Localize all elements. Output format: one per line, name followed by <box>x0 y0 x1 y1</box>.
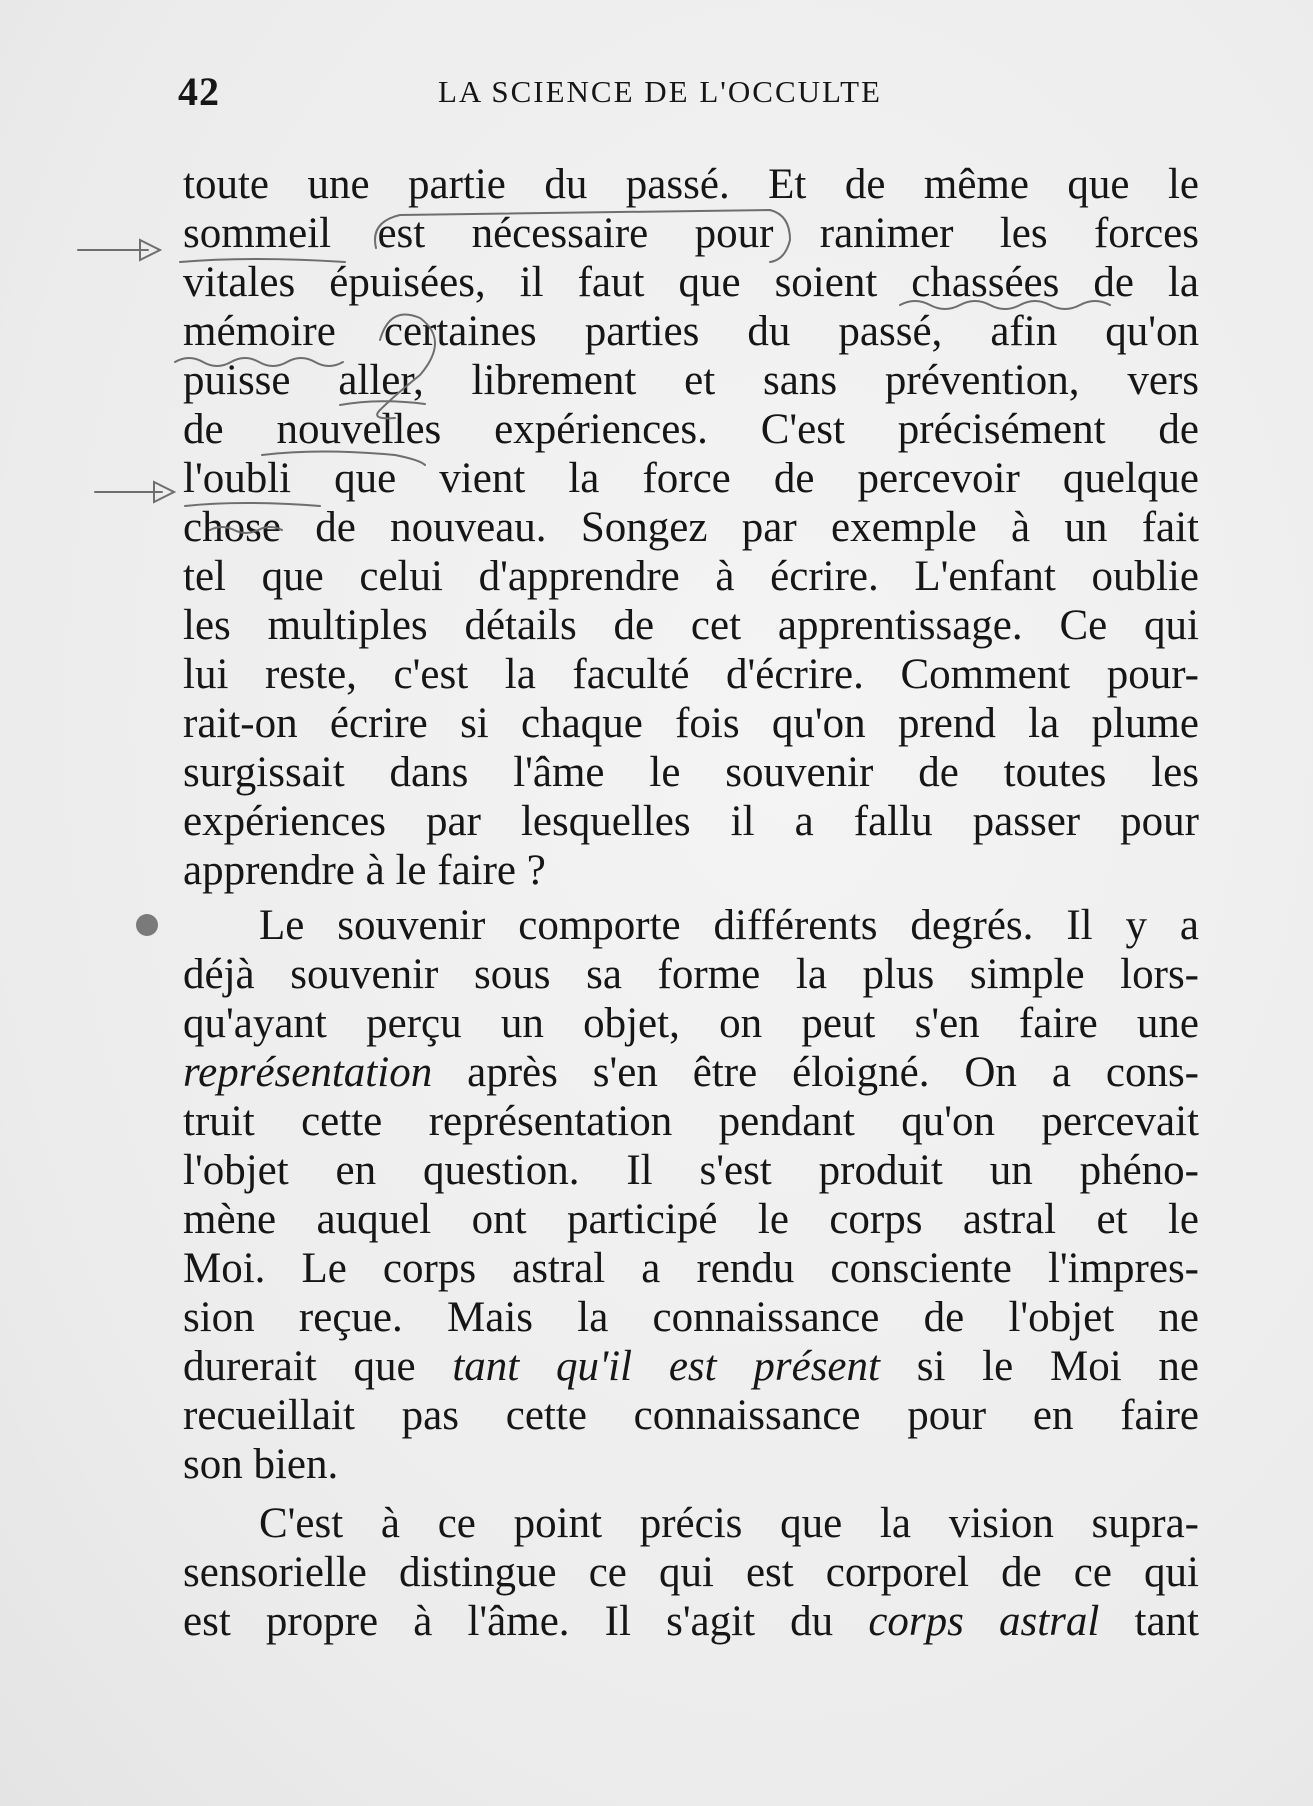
page-header <box>178 68 1218 118</box>
text-line: Moi. Le corps astral a rendu consciente l'impres- <box>183 1245 1199 1292</box>
text-line: son bien. <box>183 1441 339 1488</box>
text-line: C'est à ce point précis que la vision supra- <box>259 1500 1199 1547</box>
text-span: si le Moi ne <box>879 1343 1200 1390</box>
text-line: mémoire certaines parties du passé, afin qu'on <box>183 308 1199 355</box>
text-span: tant <box>1099 1598 1199 1645</box>
text-line <box>183 1048 1199 1097</box>
text-line: les multiples détails de cet apprentissage. Ce qui <box>183 602 1199 649</box>
text-span: après s'en être éloigné. On a cons- <box>432 1049 1199 1096</box>
text-line: mène auquel ont participé le corps astral et le <box>183 1196 1199 1243</box>
margin-arrowhead-icon <box>140 240 160 260</box>
text-line: apprendre à le faire ? <box>183 847 546 894</box>
text-span: durerait que <box>183 1343 453 1390</box>
text-line <box>183 1597 1199 1646</box>
text-line: déjà souvenir sous sa forme la plus simple lors- <box>183 951 1199 998</box>
text-line: sion reçue. Mais la connaissance de l'objet ne <box>183 1294 1199 1341</box>
paragraph-3 <box>183 1499 1199 1646</box>
body-text <box>183 160 1199 1646</box>
text-line: surgissait dans l'âme le souvenir de toutes les <box>183 749 1199 796</box>
text-line: lui reste, c'est la faculté d'écrire. Comment pour- <box>183 651 1199 698</box>
italic-text: corps astral <box>868 1598 1100 1645</box>
running-title: LA SCIENCE DE L'OCCULTE <box>438 74 882 109</box>
text-line: recueillait pas cette connaissance pour en faire <box>183 1392 1199 1439</box>
text-line: sensorielle distingue ce qui est corporel de ce qui <box>183 1549 1199 1596</box>
text-line <box>183 1342 1199 1391</box>
text-line: puisse aller, librement et sans prévention, vers <box>183 357 1199 404</box>
text-line: truit cette représentation pendant qu'on percevait <box>183 1098 1199 1145</box>
paragraph-2 <box>183 901 1199 1489</box>
text-line: tel que celui d'apprendre à écrire. L'enfant oublie <box>183 553 1199 600</box>
text-line: vitales épuisées, il faut que soient chassées de la <box>183 259 1199 306</box>
text-span: est propre à l'âme. Il s'agit du <box>183 1598 869 1645</box>
margin-arrowhead-icon <box>154 482 174 502</box>
text-line: chose de nouveau. Songez par exemple à un fait <box>183 504 1199 551</box>
margin-dot <box>136 914 158 936</box>
text-line: sommeil est nécessaire pour ranimer les forces <box>183 210 1199 257</box>
text-line: toute une partie du passé. Et de même que le <box>183 161 1199 208</box>
italic-text: représentation <box>183 1049 433 1096</box>
page-number: 42 <box>178 69 220 114</box>
italic-text: tant qu'il est présent <box>452 1343 880 1390</box>
text-line: Le souvenir comporte différents degrés. Il y a <box>259 902 1199 949</box>
text-line: l'oubli que vient la force de percevoir quelque <box>183 455 1199 502</box>
text-line: de nouvelles expériences. C'est précisément de <box>183 406 1199 453</box>
text-line: l'objet en question. Il s'est produit un phéno- <box>183 1147 1199 1194</box>
text-line: expériences par lesquelles il a fallu passer pour <box>183 798 1199 845</box>
text-line: rait-on écrire si chaque fois qu'on prend la plume <box>183 700 1199 747</box>
paragraph-1 <box>183 160 1199 895</box>
text-line: qu'ayant perçu un objet, on peut s'en faire une <box>183 1000 1199 1047</box>
